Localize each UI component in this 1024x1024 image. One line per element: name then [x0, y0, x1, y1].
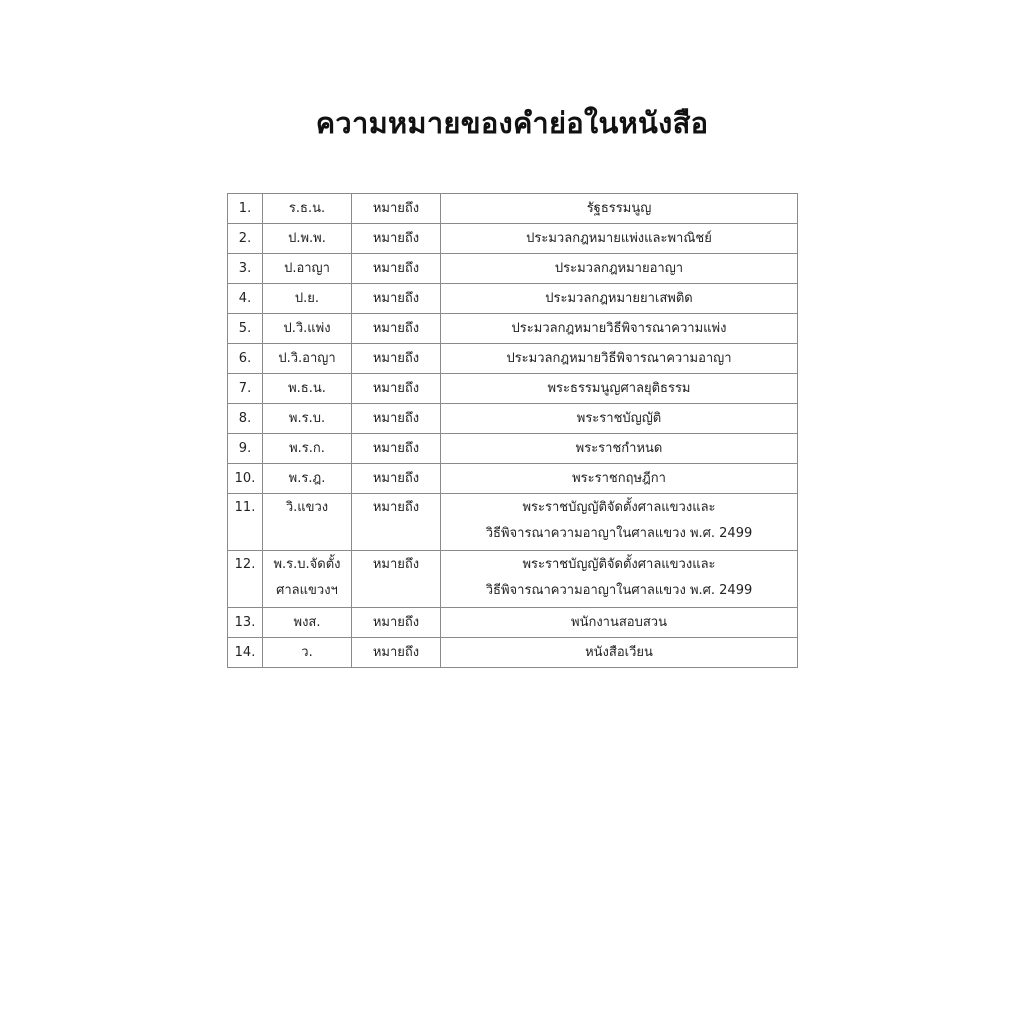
full-term-cell	[441, 434, 798, 464]
abbreviation-cell	[263, 494, 352, 551]
abbreviation-cell	[263, 608, 352, 638]
abbreviation-cell	[263, 374, 352, 404]
row-number: 1.	[228, 194, 263, 224]
abbreviation-cell	[263, 638, 352, 668]
means-cell: หมายถึง	[352, 494, 441, 551]
abbreviation-cell-line: ว.	[301, 645, 313, 660]
row-number: 13.	[228, 608, 263, 638]
means-cell: หมายถึง	[352, 194, 441, 224]
full-term-cell	[441, 464, 798, 494]
full-term-cell	[441, 194, 798, 224]
abbreviation-cell	[263, 404, 352, 434]
abbreviation-cell-line: พ.ธ.น.	[288, 381, 326, 396]
row-number: 2.	[228, 224, 263, 254]
full-term-cell-line: พระราชบัญญัติ	[576, 411, 662, 426]
full-term-cell-line: ประมวลกฎหมายวิธีพิจารณาความอาญา	[506, 351, 732, 366]
means-cell: หมายถึง	[352, 464, 441, 494]
abbreviation-cell	[263, 224, 352, 254]
row-number: 5.	[228, 314, 263, 344]
full-term-cell	[441, 608, 798, 638]
abbreviation-cell-line: ป.วิ.แพ่ง	[283, 321, 331, 336]
full-term-cell-line: หนังสือเวียน	[585, 645, 653, 660]
abbreviation-cell	[263, 284, 352, 314]
table-row	[228, 314, 798, 344]
full-term-cell-line: พระราชบัญญัติจัดตั้งศาลแขวงและ	[522, 557, 716, 572]
full-term-cell	[441, 224, 798, 254]
abbreviation-cell-line: พ.ร.ก.	[289, 441, 325, 456]
full-term-cell	[441, 344, 798, 374]
page-title: ความหมายของคำย่อในหนังสือ	[315, 106, 709, 140]
full-term-cell	[441, 284, 798, 314]
table-row	[228, 224, 798, 254]
means-cell: หมายถึง	[352, 551, 441, 608]
table-row	[228, 551, 798, 608]
abbreviation-cell	[263, 314, 352, 344]
means-cell: หมายถึง	[352, 434, 441, 464]
abbreviation-cell-line: ร.ธ.น.	[288, 201, 326, 216]
abbreviation-table	[227, 193, 798, 668]
full-term-cell-line: พระราชกฤษฎีกา	[572, 471, 666, 486]
abbreviation-cell-line: ป.ย.	[294, 291, 320, 306]
full-term-cell-line: วิธีพิจารณาความอาญาในศาลแขวง พ.ศ. 2499	[485, 526, 753, 541]
full-term-cell-line: รัฐธรรมนูญ	[586, 201, 652, 216]
full-term-cell-line: พระธรรมนูญศาลยุติธรรม	[547, 381, 691, 396]
table-row	[228, 284, 798, 314]
row-number: 10.	[228, 464, 263, 494]
table-row	[228, 638, 798, 668]
table-row	[228, 404, 798, 434]
abbreviation-cell-line: พ.ร.ฎ.	[288, 471, 326, 486]
means-cell: หมายถึง	[352, 224, 441, 254]
abbreviation-cell	[263, 344, 352, 374]
table-row	[228, 434, 798, 464]
table-row	[228, 464, 798, 494]
means-cell: หมายถึง	[352, 374, 441, 404]
table-row	[228, 254, 798, 284]
means-cell: หมายถึง	[352, 638, 441, 668]
table-row	[228, 494, 798, 551]
row-number: 6.	[228, 344, 263, 374]
abbreviation-cell-line: ศาลแขวงฯ	[276, 583, 338, 598]
means-cell: หมายถึง	[352, 254, 441, 284]
row-number: 3.	[228, 254, 263, 284]
abbreviation-cell	[263, 551, 352, 608]
full-term-cell-line: พระราชกำหนด	[575, 441, 663, 456]
abbreviation-cell-line: พ.ร.บ.จัดตั้ง	[273, 557, 341, 572]
row-number: 14.	[228, 638, 263, 668]
abbreviation-cell-line: ป.พ.พ.	[288, 231, 326, 246]
abbreviation-cell-line: ป.อาญา	[284, 261, 330, 276]
means-cell: หมายถึง	[352, 284, 441, 314]
full-term-cell-line: ประมวลกฎหมายยาเสพติด	[545, 291, 693, 306]
abbreviation-cell	[263, 464, 352, 494]
abbreviation-cell-line: วิ.แขวง	[285, 500, 329, 515]
abbreviation-cell-line: พ.ร.บ.	[288, 411, 326, 426]
full-term-cell-line: ประมวลกฎหมายวิธีพิจารณาความแพ่ง	[511, 321, 727, 336]
table-row	[228, 608, 798, 638]
full-term-cell	[441, 314, 798, 344]
table-row	[228, 344, 798, 374]
full-term-cell	[441, 374, 798, 404]
row-number: 9.	[228, 434, 263, 464]
abbreviation-cell	[263, 254, 352, 284]
means-cell: หมายถึง	[352, 608, 441, 638]
row-number: 12.	[228, 551, 263, 608]
abbreviation-cell-line: ป.วิ.อาญา	[278, 351, 336, 366]
abbreviation-table-body	[228, 194, 798, 668]
full-term-cell-line: พระราชบัญญัติจัดตั้งศาลแขวงและ	[522, 500, 716, 515]
row-number: 11.	[228, 494, 263, 551]
full-term-cell-line: ประมวลกฎหมายแพ่งและพาณิชย์	[526, 231, 712, 246]
full-term-cell	[441, 254, 798, 284]
abbreviation-cell-line: พงส.	[293, 615, 321, 630]
row-number: 8.	[228, 404, 263, 434]
full-term-cell-line: ประมวลกฎหมายอาญา	[554, 261, 684, 276]
row-number: 4.	[228, 284, 263, 314]
table-row	[228, 374, 798, 404]
means-cell: หมายถึง	[352, 344, 441, 374]
full-term-cell	[441, 494, 798, 551]
table-row	[228, 194, 798, 224]
full-term-cell	[441, 404, 798, 434]
means-cell: หมายถึง	[352, 314, 441, 344]
abbreviation-cell	[263, 434, 352, 464]
abbreviation-cell	[263, 194, 352, 224]
means-cell: หมายถึง	[352, 404, 441, 434]
full-term-cell-line: พนักงานสอบสวน	[571, 615, 667, 630]
full-term-cell-line: วิธีพิจารณาความอาญาในศาลแขวง พ.ศ. 2499	[485, 583, 753, 598]
row-number: 7.	[228, 374, 263, 404]
full-term-cell	[441, 551, 798, 608]
full-term-cell	[441, 638, 798, 668]
